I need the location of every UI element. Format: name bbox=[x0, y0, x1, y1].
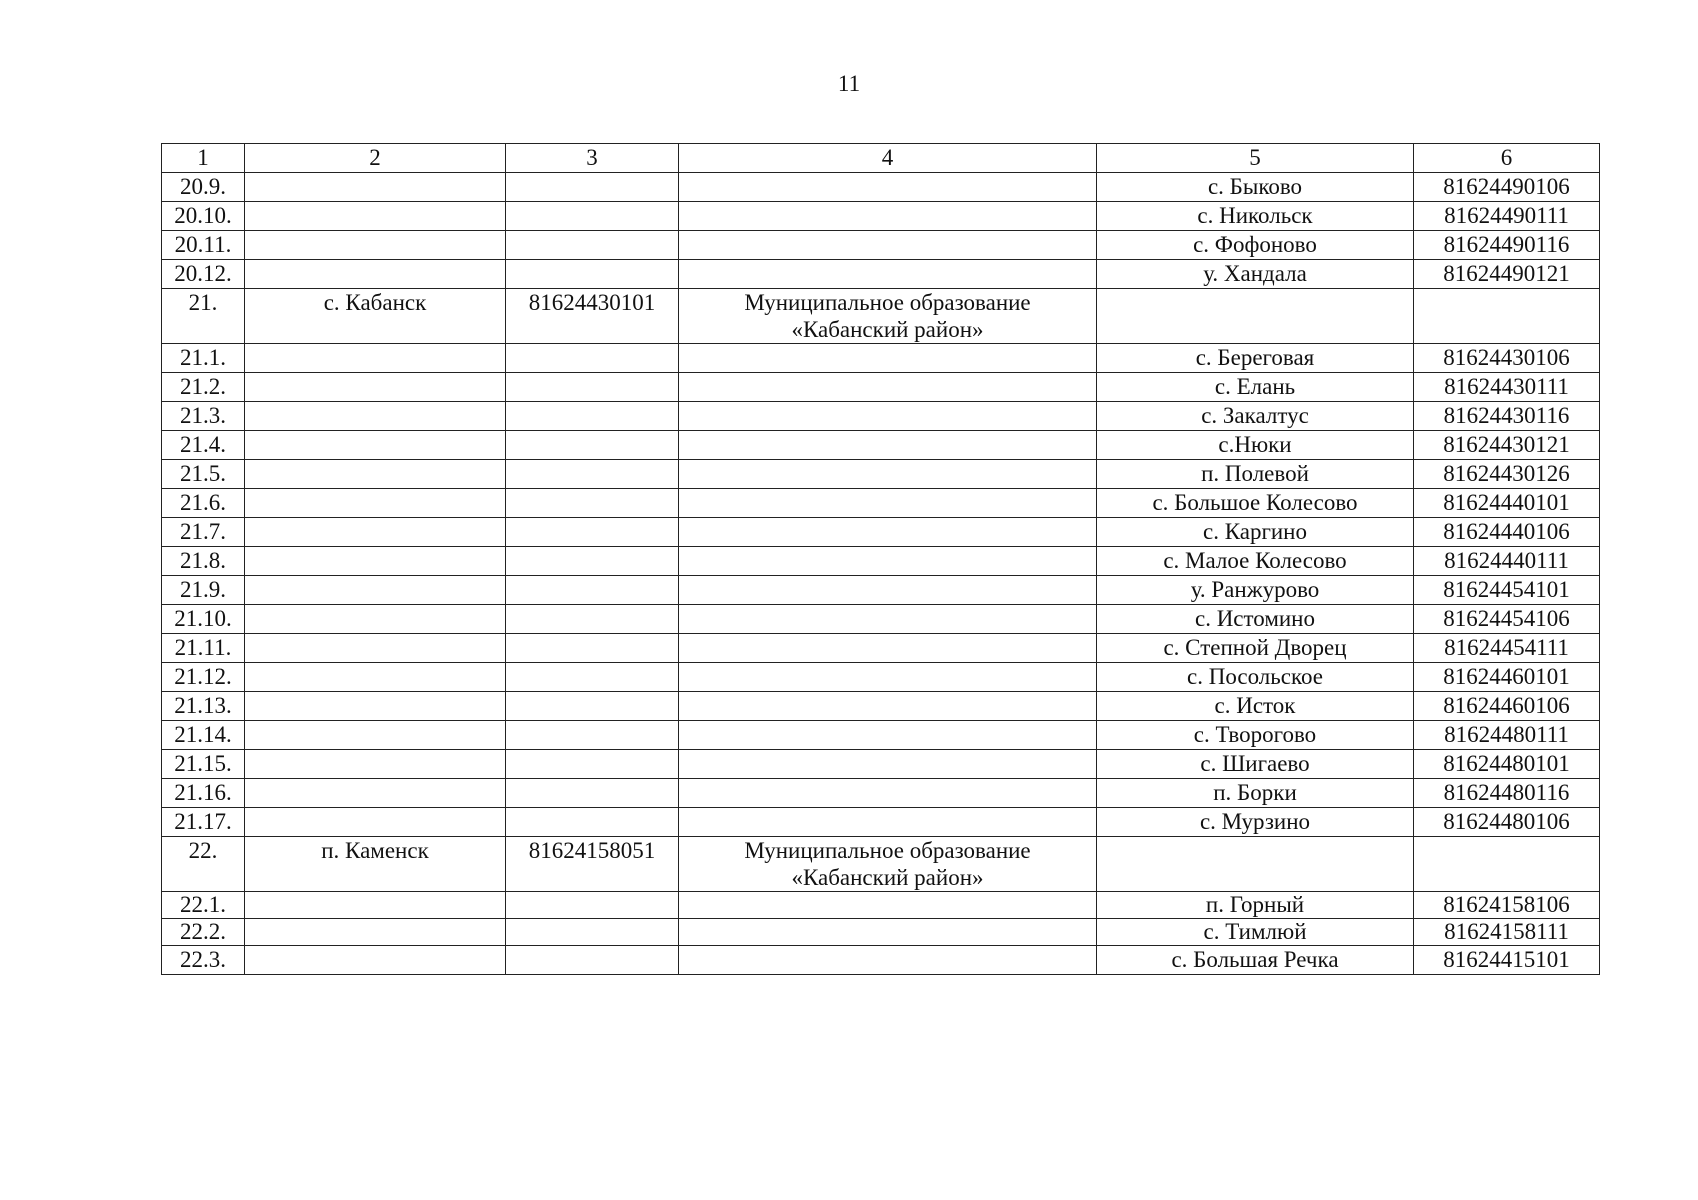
table-row bbox=[162, 837, 1600, 892]
row-number-cell: 21.5. bbox=[162, 460, 245, 489]
settlement-name-cell: с. Большое Колесово bbox=[1097, 489, 1414, 518]
settlement-name-cell: с. Мурзино bbox=[1097, 808, 1414, 837]
table-row bbox=[162, 605, 1600, 634]
center-oktmo-cell bbox=[506, 892, 679, 919]
table-row bbox=[162, 173, 1600, 202]
municipality-line: Муниципальное образование bbox=[744, 838, 1031, 863]
settlement-oktmo-cell: 81624480116 bbox=[1414, 779, 1600, 808]
settlement-name-cell: у. Хандала bbox=[1097, 260, 1414, 289]
center-oktmo-cell: 81624430101 bbox=[506, 289, 679, 344]
settlement-oktmo-cell: 81624460106 bbox=[1414, 692, 1600, 721]
municipality-line: Муниципальное образование bbox=[744, 290, 1031, 315]
row-number-cell: 21.1. bbox=[162, 344, 245, 373]
center-name-cell bbox=[245, 373, 506, 402]
row-number-cell: 21.4. bbox=[162, 431, 245, 460]
settlement-name-cell: с. Степной Дворец bbox=[1097, 634, 1414, 663]
municipality-cell bbox=[679, 946, 1097, 975]
municipality-cell bbox=[679, 518, 1097, 547]
row-number-cell: 22.2. bbox=[162, 919, 245, 946]
center-oktmo-cell bbox=[506, 344, 679, 373]
table-row bbox=[162, 260, 1600, 289]
row-number-cell: 21.2. bbox=[162, 373, 245, 402]
table-row bbox=[162, 808, 1600, 837]
table-row bbox=[162, 289, 1600, 344]
header-cell-4: 4 bbox=[679, 144, 1097, 173]
center-oktmo-cell bbox=[506, 547, 679, 576]
center-name-cell bbox=[245, 692, 506, 721]
table-row bbox=[162, 344, 1600, 373]
center-oktmo-cell bbox=[506, 518, 679, 547]
center-name-cell bbox=[245, 202, 506, 231]
center-name-cell bbox=[245, 808, 506, 837]
municipality-cell bbox=[679, 460, 1097, 489]
municipality-cell bbox=[679, 892, 1097, 919]
table-row bbox=[162, 489, 1600, 518]
municipality-cell bbox=[679, 547, 1097, 576]
table-row bbox=[162, 634, 1600, 663]
table-row bbox=[162, 663, 1600, 692]
municipality-cell bbox=[679, 173, 1097, 202]
table-body bbox=[162, 144, 1600, 975]
center-oktmo-cell bbox=[506, 605, 679, 634]
table-row bbox=[162, 779, 1600, 808]
settlement-oktmo-cell: 81624454111 bbox=[1414, 634, 1600, 663]
center-name-cell bbox=[245, 489, 506, 518]
center-name-cell bbox=[245, 576, 506, 605]
table-row bbox=[162, 202, 1600, 231]
settlement-oktmo-cell: 81624430106 bbox=[1414, 344, 1600, 373]
table-row bbox=[162, 721, 1600, 750]
center-oktmo-cell bbox=[506, 260, 679, 289]
center-name-cell bbox=[245, 750, 506, 779]
center-oktmo-cell bbox=[506, 634, 679, 663]
center-name-cell bbox=[245, 547, 506, 576]
settlement-name-cell: с. Творогово bbox=[1097, 721, 1414, 750]
municipality-cell bbox=[679, 202, 1097, 231]
header-cell-6: 6 bbox=[1414, 144, 1600, 173]
center-name-cell bbox=[245, 919, 506, 946]
center-name-cell bbox=[245, 260, 506, 289]
center-name-cell bbox=[245, 605, 506, 634]
row-number-cell: 21.13. bbox=[162, 692, 245, 721]
center-oktmo-cell bbox=[506, 750, 679, 779]
center-oktmo-cell bbox=[506, 808, 679, 837]
settlement-name-cell: с. Каргино bbox=[1097, 518, 1414, 547]
municipality-cell bbox=[679, 373, 1097, 402]
settlement-name-cell: с. Тимлюй bbox=[1097, 919, 1414, 946]
settlement-oktmo-cell bbox=[1414, 837, 1600, 892]
table-row bbox=[162, 373, 1600, 402]
municipality-cell bbox=[679, 692, 1097, 721]
row-number-cell: 21.15. bbox=[162, 750, 245, 779]
municipality-cell bbox=[679, 289, 1097, 344]
settlement-oktmo-cell: 81624430121 bbox=[1414, 431, 1600, 460]
center-name-cell: п. Каменск bbox=[245, 837, 506, 892]
center-oktmo-cell bbox=[506, 692, 679, 721]
row-number-cell: 21.11. bbox=[162, 634, 245, 663]
table-row bbox=[162, 946, 1600, 975]
settlement-name-cell bbox=[1097, 837, 1414, 892]
settlements-table bbox=[161, 143, 1600, 975]
row-number-cell: 22.3. bbox=[162, 946, 245, 975]
settlement-name-cell bbox=[1097, 289, 1414, 344]
table-header-row bbox=[162, 144, 1600, 173]
settlement-oktmo-cell: 81624480106 bbox=[1414, 808, 1600, 837]
table-row bbox=[162, 576, 1600, 605]
settlement-oktmo-cell: 81624440111 bbox=[1414, 547, 1600, 576]
municipality-cell bbox=[679, 919, 1097, 946]
settlement-oktmo-cell: 81624430111 bbox=[1414, 373, 1600, 402]
center-name-cell bbox=[245, 634, 506, 663]
table-row bbox=[162, 892, 1600, 919]
row-number-cell: 20.9. bbox=[162, 173, 245, 202]
settlement-name-cell: с. Истомино bbox=[1097, 605, 1414, 634]
page-number: 11 bbox=[837, 71, 861, 96]
header-cell-3: 3 bbox=[506, 144, 679, 173]
settlement-oktmo-cell: 81624440106 bbox=[1414, 518, 1600, 547]
row-number-cell: 21.10. bbox=[162, 605, 245, 634]
settlement-name-cell: с. Малое Колесово bbox=[1097, 547, 1414, 576]
municipality-cell bbox=[679, 431, 1097, 460]
row-number-cell: 21.3. bbox=[162, 402, 245, 431]
center-oktmo-cell bbox=[506, 779, 679, 808]
center-name-cell bbox=[245, 946, 506, 975]
row-number-cell: 20.11. bbox=[162, 231, 245, 260]
header-cell-5: 5 bbox=[1097, 144, 1414, 173]
municipality-cell bbox=[679, 489, 1097, 518]
municipality-cell bbox=[679, 605, 1097, 634]
row-number-cell: 20.12. bbox=[162, 260, 245, 289]
table-row bbox=[162, 431, 1600, 460]
settlement-name-cell: с. Закалтус bbox=[1097, 402, 1414, 431]
settlement-name-cell: у. Ранжурово bbox=[1097, 576, 1414, 605]
settlement-name-cell: п. Горный bbox=[1097, 892, 1414, 919]
municipality-cell bbox=[679, 779, 1097, 808]
center-oktmo-cell bbox=[506, 919, 679, 946]
header-cell-1: 1 bbox=[162, 144, 245, 173]
row-number-cell: 22. bbox=[162, 837, 245, 892]
table-row bbox=[162, 231, 1600, 260]
center-name-cell bbox=[245, 721, 506, 750]
row-number-cell: 21.9. bbox=[162, 576, 245, 605]
municipality-cell bbox=[679, 344, 1097, 373]
settlement-oktmo-cell: 81624460101 bbox=[1414, 663, 1600, 692]
row-number-cell: 21.6. bbox=[162, 489, 245, 518]
settlement-oktmo-cell: 81624480111 bbox=[1414, 721, 1600, 750]
table-row bbox=[162, 692, 1600, 721]
center-name-cell bbox=[245, 663, 506, 692]
row-number-cell: 21.8. bbox=[162, 547, 245, 576]
row-number-cell: 21.16. bbox=[162, 779, 245, 808]
settlement-name-cell: с. Большая Речка bbox=[1097, 946, 1414, 975]
center-name-cell bbox=[245, 344, 506, 373]
center-oktmo-cell bbox=[506, 373, 679, 402]
center-oktmo-cell bbox=[506, 173, 679, 202]
settlement-oktmo-cell: 81624454101 bbox=[1414, 576, 1600, 605]
center-name-cell bbox=[245, 779, 506, 808]
row-number-cell: 21.7. bbox=[162, 518, 245, 547]
settlement-name-cell: с. Посольское bbox=[1097, 663, 1414, 692]
center-oktmo-cell bbox=[506, 202, 679, 231]
settlement-oktmo-cell: 81624490111 bbox=[1414, 202, 1600, 231]
settlement-oktmo-cell: 81624490116 bbox=[1414, 231, 1600, 260]
settlement-oktmo-cell: 81624440101 bbox=[1414, 489, 1600, 518]
center-oktmo-cell bbox=[506, 576, 679, 605]
settlement-name-cell: с. Исток bbox=[1097, 692, 1414, 721]
center-name-cell bbox=[245, 231, 506, 260]
center-oktmo-cell bbox=[506, 721, 679, 750]
settlement-name-cell: с. Никольск bbox=[1097, 202, 1414, 231]
row-number-cell: 20.10. bbox=[162, 202, 245, 231]
settlement-name-cell: с. Фофоново bbox=[1097, 231, 1414, 260]
row-number-cell: 21.14. bbox=[162, 721, 245, 750]
center-oktmo-cell bbox=[506, 663, 679, 692]
header-cell-2: 2 bbox=[245, 144, 506, 173]
center-oktmo-cell bbox=[506, 402, 679, 431]
settlement-oktmo-cell: 81624490121 bbox=[1414, 260, 1600, 289]
center-name-cell bbox=[245, 518, 506, 547]
center-oktmo-cell: 81624158051 bbox=[506, 837, 679, 892]
settlement-oktmo-cell: 81624158111 bbox=[1414, 919, 1600, 946]
settlement-oktmo-cell: 81624158106 bbox=[1414, 892, 1600, 919]
center-name-cell bbox=[245, 431, 506, 460]
municipality-cell bbox=[679, 576, 1097, 605]
settlement-name-cell: с.Нюки bbox=[1097, 431, 1414, 460]
center-name-cell bbox=[245, 460, 506, 489]
settlement-oktmo-cell: 81624430126 bbox=[1414, 460, 1600, 489]
settlement-name-cell: с. Береговая bbox=[1097, 344, 1414, 373]
center-name-cell: с. Кабанск bbox=[245, 289, 506, 344]
row-number-cell: 22.1. bbox=[162, 892, 245, 919]
table-row bbox=[162, 518, 1600, 547]
municipality-cell bbox=[679, 231, 1097, 260]
municipality-cell bbox=[679, 634, 1097, 663]
settlement-name-cell: с. Елань bbox=[1097, 373, 1414, 402]
center-oktmo-cell bbox=[506, 431, 679, 460]
municipality-cell bbox=[679, 721, 1097, 750]
table-row bbox=[162, 402, 1600, 431]
municipality-cell bbox=[679, 663, 1097, 692]
settlement-oktmo-cell: 81624480101 bbox=[1414, 750, 1600, 779]
table-row bbox=[162, 547, 1600, 576]
settlement-oktmo-cell: 81624430116 bbox=[1414, 402, 1600, 431]
center-oktmo-cell bbox=[506, 231, 679, 260]
settlement-name-cell: п. Полевой bbox=[1097, 460, 1414, 489]
table-row bbox=[162, 919, 1600, 946]
center-oktmo-cell bbox=[506, 946, 679, 975]
center-oktmo-cell bbox=[506, 489, 679, 518]
center-name-cell bbox=[245, 892, 506, 919]
settlement-oktmo-cell: 81624490106 bbox=[1414, 173, 1600, 202]
municipality-line: «Кабанский район» bbox=[791, 865, 984, 890]
table-row bbox=[162, 750, 1600, 779]
municipality-cell bbox=[679, 837, 1097, 892]
table-row bbox=[162, 460, 1600, 489]
municipality-cell bbox=[679, 808, 1097, 837]
center-oktmo-cell bbox=[506, 460, 679, 489]
settlement-name-cell: п. Борки bbox=[1097, 779, 1414, 808]
settlement-oktmo-cell bbox=[1414, 289, 1600, 344]
row-number-cell: 21.12. bbox=[162, 663, 245, 692]
center-name-cell bbox=[245, 402, 506, 431]
settlement-oktmo-cell: 81624415101 bbox=[1414, 946, 1600, 975]
row-number-cell: 21.17. bbox=[162, 808, 245, 837]
settlement-oktmo-cell: 81624454106 bbox=[1414, 605, 1600, 634]
municipality-line: «Кабанский район» bbox=[791, 317, 984, 342]
settlement-name-cell: с. Шигаево bbox=[1097, 750, 1414, 779]
settlement-name-cell: с. Быково bbox=[1097, 173, 1414, 202]
municipality-cell bbox=[679, 402, 1097, 431]
row-number-cell: 21. bbox=[162, 289, 245, 344]
municipality-cell bbox=[679, 750, 1097, 779]
center-name-cell bbox=[245, 173, 506, 202]
municipality-cell bbox=[679, 260, 1097, 289]
